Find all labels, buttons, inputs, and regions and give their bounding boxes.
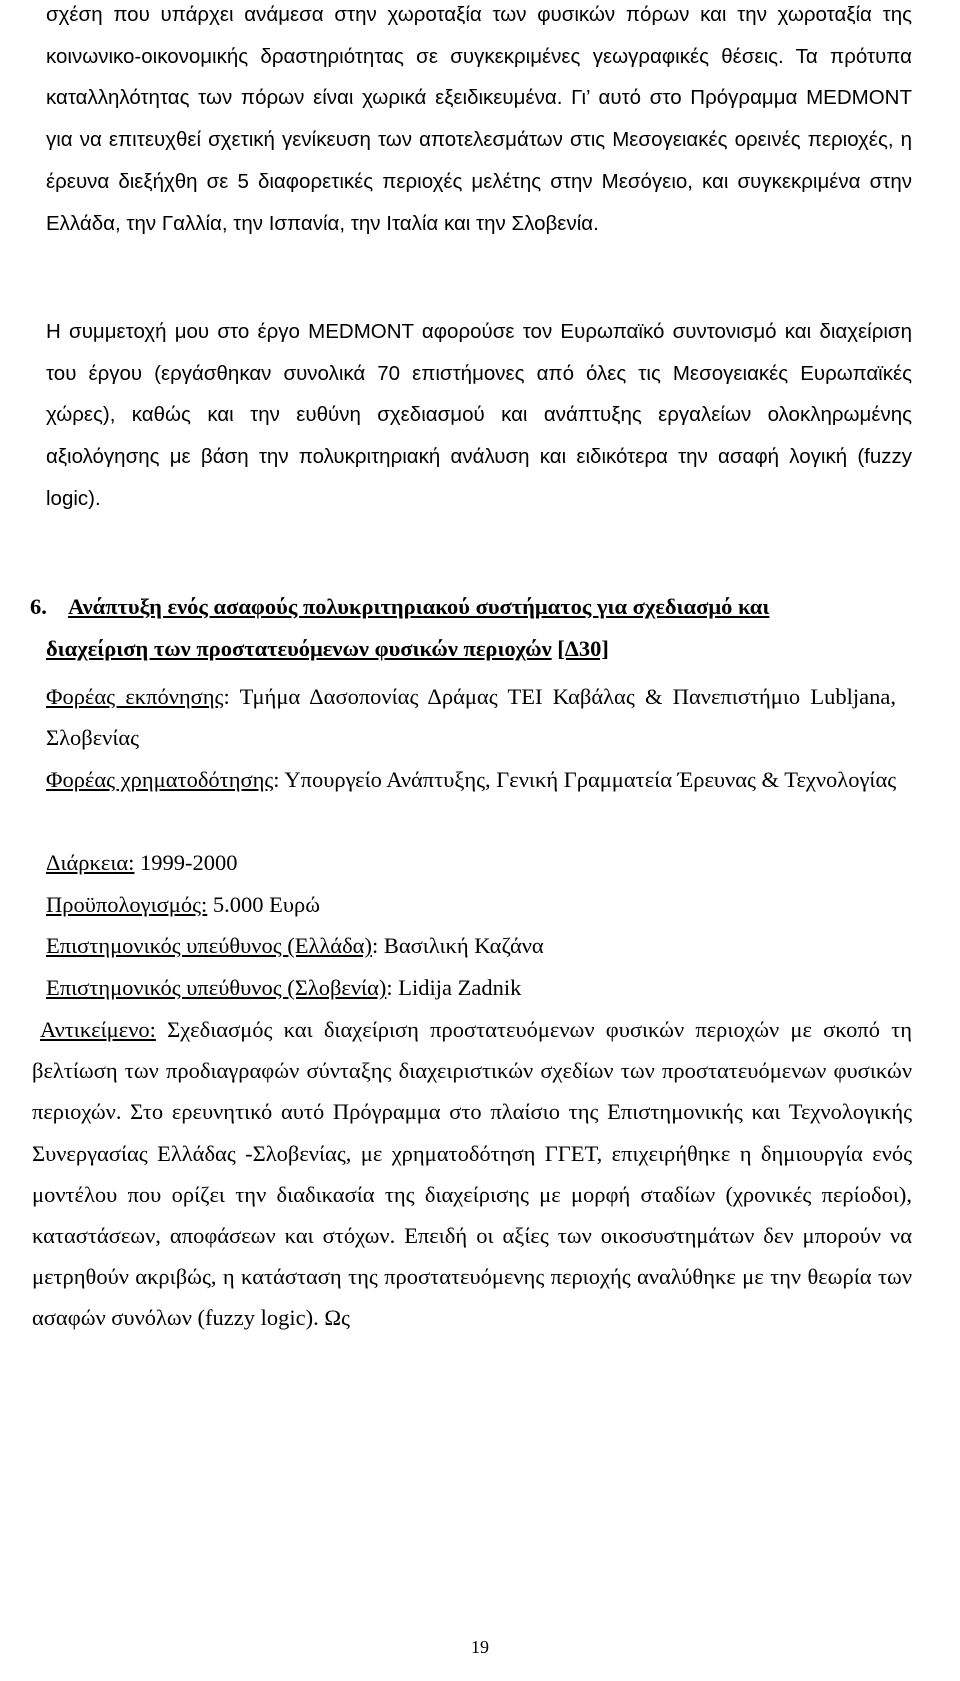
funder-label: Φορέας χρηματοδότησης [46, 767, 274, 792]
section-number: 6. [30, 594, 47, 619]
budget-value: 5.000 Ευρώ [212, 892, 321, 917]
section-reference: [Δ30] [557, 635, 609, 661]
section-heading-line-1 [30, 586, 910, 628]
field-objective [32, 1009, 912, 1339]
section-heading-line-2 [30, 628, 910, 670]
duration-value: 1999-2000 [140, 850, 238, 875]
field-implementer: Φορέας εκπόνησης: Τμήμα Δασοπονίας Δράμας ΤΕΙ Καβάλας & Πανεπιστήμιο Lubljana, Σλοβενίας [46, 684, 896, 751]
participation-paragraph: Η συμμετοχή μου στο έργο MEDMONT αφορούσε τον Ευρωπαϊκό συντονισμό και διαχείριση του έργου (εργάσθηκαν συνολικά 70 επιστήμονες από όλες τις Μεσογειακές Ευρωπαϊκές χώρες), καθώς και την ευθύνη σχεδιασμού και ανάπτυξης εργαλείων ολοκληρωμένης αξιολόγησης με βάση την πολυκριτηριακή ανάλυση και ειδικότερα την ασαφή λογική (fuzzy logic). [46, 320, 912, 510]
field-budget [46, 884, 912, 925]
section-title-line-2: διαχείριση των προστατευόμενων φυσικών περιοχών [46, 635, 552, 661]
field-scientific-lead-greece: Επιστημονικός υπεύθυνος (Ελλάδα): Βασιλική Καζάνα [46, 933, 544, 958]
sci-gr-label: Επιστημονικός υπεύθυνος (Ελλάδα) [46, 933, 372, 958]
objective-value: Σχεδιασμός και διαχείριση προστατευόμενων φυσικών περιοχών με σκοπό τη βελτίωση των προδιαγραφών σύνταξης διαχειριστικών σχεδίων των προστατευόμενων φυσικών περιοχών. Στο ερευνητικό αυτό Πρόγραμμα στο πλαίσιο της Επιστημονικής και Τεχνολογικής Συνεργασίας Ελλάδας -Σλοβενίας, με χρηματοδότηση ΓΓΕΤ, επιχειρήθηκε η δημιουργία ενός μοντέλου που ορίζει την διαδικασία της διαχείρισης με μορφή σταδίων (χρονικές περίοδοι), καταστάσεων, αποφάσεων και στόχων. Επειδή οι αξίες των οικοσυστημάτων δεν μπορούν να μετρηθούν ακριβώς, η κατάσταση της προστατευόμενης περιοχής αναλύθηκε με την θεωρία των ασαφών συνόλων (fuzzy logic). Ως [32, 1017, 912, 1331]
sci-si-value: Lidija Zadnik [398, 975, 522, 1000]
sci-gr-value: Βασιλική Καζάνα [383, 933, 544, 958]
section-heading [30, 586, 910, 669]
duration-label: Διάρκεια: [46, 850, 135, 875]
intro-paragraph: σχέση που υπάρχει ανάμεσα στην χωροταξία των φυσικών πόρων και την χωροταξία της κοινωνικο-οικονομικής δραστηριότητας σε συγκεκριμένες γεωγραφικές θέσεις. Τα πρότυπα καταλληλότητας των πόρων είναι χωρικά εξειδικευμένα. Γι’ αυτό στο Πρόγραμμα MEDMONT για να επιτευχθεί σχετική γενίκευση των αποτελεσμάτων στις Μεσογειακές ορεινές περιοχές, η έρευνα διεξήχθη σε 5 διαφορετικές περιοχές μελέτης στην Μεσόγειο, και συγκεκριμένα στην Ελλάδα, την Γαλλία, την Ισπανία, την Ιταλία και την Σλοβενία. [46, 3, 912, 235]
sci-si-label: Επιστημονικός υπεύθυνος (Σλοβενία) [46, 975, 387, 1000]
budget-label: Προϋπολογισμός: [46, 892, 208, 917]
section-title-line-1: Ανάπτυξη ενός ασαφούς πολυκριτηριακού συστήματος για σχεδιασμό και [68, 594, 770, 619]
field-funder: Φορέας χρηματοδότησης: Υπουργείο Ανάπτυξης, Γενική Γραμματεία Έρευνας & Τεχνολογίας [46, 767, 897, 792]
field-scientific-lead-slovenia: Επιστημονικός υπεύθυνος (Σλοβενία): Lidija Zadnik [46, 975, 522, 1000]
implementer-label: Φορέας εκπόνησης [46, 684, 224, 709]
objective-label: Αντικείμενο: [40, 1017, 156, 1042]
field-duration [46, 842, 912, 883]
page-number: 19 [471, 1637, 489, 1657]
implementer-value: Τμήμα Δασοπονίας Δράμας ΤΕΙ Καβάλας & Πανεπιστήμιο Lubljana, Σλοβενίας [46, 684, 896, 751]
funder-value: Υπουργείο Ανάπτυξης, Γενική Γραμματεία Έρευνας & Τεχνολογίας [284, 767, 897, 792]
